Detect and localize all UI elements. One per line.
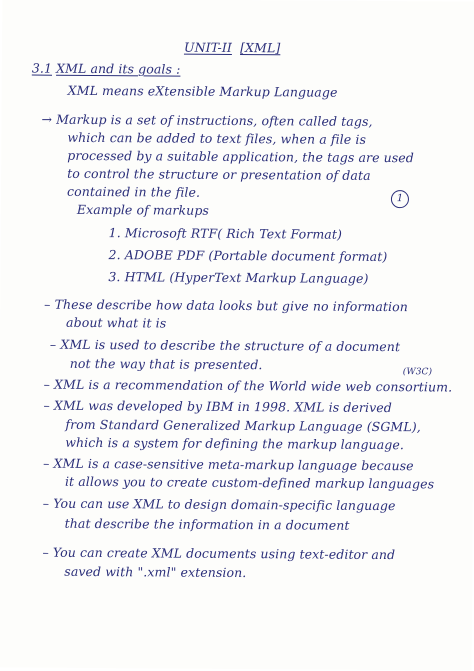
unit-label (184, 40, 280, 56)
bullet-2-line-2: not the way that is presented. (69, 355, 263, 373)
section-heading (32, 61, 181, 77)
markup-line-3: processed by a suitable application, the tags are used (67, 147, 414, 166)
bullet-5-line-2: it allows you to create custom-defined markup languages (64, 473, 435, 492)
bullet-7-line-1: – You can create XML documents using text-editor and (42, 544, 396, 563)
markup-line-4: to control the structure or presentation of data (67, 165, 371, 183)
unit-text: UNIT-II (183, 39, 232, 55)
example-item: 1. Microsoft RTF( Rich Text Format) (108, 225, 343, 242)
bullet-4-line-2: from Standard Generalized Markup Language (SGML), (65, 416, 421, 435)
xml-definition: XML means eXtensible Markup Language (67, 82, 338, 100)
bullet-5-line-1: – XML is a case-sensitive meta-markup language because (43, 455, 414, 474)
w3c-note: (W3C) (402, 367, 433, 378)
section-title: XML and its goals : (56, 60, 181, 77)
bullet-4-line-3: which is a system for defining the markup language. (65, 434, 405, 453)
example-item: 2. ADOBE PDF (Portable document format) (108, 247, 388, 265)
bullet-2-line-1: – XML is used to describe the structure of a document (49, 336, 401, 355)
bullet-1-line-2: about what it is (66, 314, 167, 331)
bullet-1-line-1: – These describe how data looks but give no information (44, 296, 408, 315)
markup-line-1: → Markup is a set of instructions, often called tags, (41, 111, 373, 129)
page-number-circle: 1 (391, 190, 409, 208)
markup-line-2: which can be added to text files, when a file is (67, 129, 367, 147)
bullet-6-line-2: that describe the information in a document (64, 515, 350, 533)
bullet-3-line-1: – XML is a recommendation of the World wide web consortium. (43, 376, 453, 395)
section-number: 3.1 (31, 60, 53, 76)
bullet-6-line-1: – You can use XML to design domain-specific language (42, 495, 396, 514)
example-item: 3. HTML (HyperText Markup Language) (108, 269, 369, 286)
bullet-4-line-1: – XML was developed by IBM in 1998. XML is derived (43, 397, 392, 416)
examples-heading: Example of markups (76, 201, 210, 218)
markup-line-5: contained in the file. (66, 183, 201, 200)
bullet-7-line-2: saved with ".xml" extension. (64, 563, 247, 581)
topic-text: [XML] (240, 40, 281, 56)
